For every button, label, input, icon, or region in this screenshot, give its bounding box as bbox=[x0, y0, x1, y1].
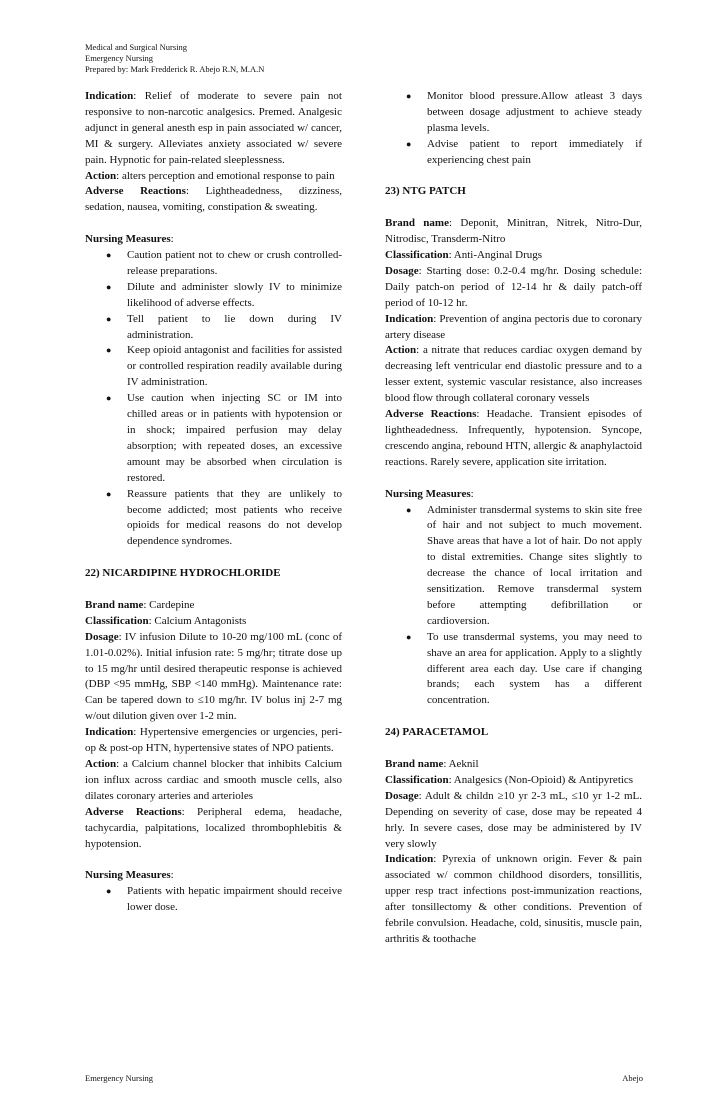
drug-22-brand: Brand name: Cardepine bbox=[85, 598, 195, 611]
header-topic: Emergency Nursing bbox=[85, 53, 154, 63]
drug-23-brand: Brand name: Deponit, Minitran, Nitrek, Nitro-Dur, Nitrodisc, Transderm-Nitro bbox=[385, 217, 642, 246]
drug-22-nursing-list bbox=[85, 884, 342, 916]
drug-22-dosage: Dosage: IV infusion Dilute to 10-20 mg/100 mL (conc of 1.01-0.02%). Initial infusion rate: 5 mg/hr; titrate dose up to 15 mg/hr until desired therapeutic response is achieved (DBP <95 mmHg, SBP <140 mmHg). Maintenance rate: Can be tapered down to ≤10 mg/hr. IV bolus inj 2-7 mg w/out dilution given over 1-2 min. bbox=[85, 630, 342, 723]
right-column bbox=[385, 89, 642, 948]
drug-22-action: Action: a Calcium channel blocker that inhibits Calcium ion influx across cardiac and smooth muscle cells, also dilates coronary arteries and arterioles bbox=[85, 758, 342, 802]
bullet-icon: ● bbox=[106, 313, 112, 324]
list-item: ● Use caution when injecting SC or IM into chilled areas or in patients with hypotension or in shock; impaired perfusion may delay absorption; with repeated doses, an excessive amount may be absorbed when circulation is restored. bbox=[106, 392, 342, 484]
list-item: ● Keep opioid antagonist and facilities for assisted or controlled respiration readily available during IV administration. bbox=[106, 344, 342, 389]
drug-23-action: Action: a nitrate that reduces cardiac oxygen demand by decreasing left ventricular end diastolic pressure and to a lesser extent, systemic vascular resistance, also increases blood flow through collateral coronary vessels bbox=[385, 344, 642, 405]
drug-23-classification: Classification: Anti-Anginal Drugs bbox=[385, 249, 543, 262]
drug-23-indication: Indication: Prevention of angina pectoris due to coronary artery disease bbox=[385, 312, 642, 341]
drug-24-brand: Brand name: Aeknil bbox=[385, 757, 479, 770]
adverse-paragraph: Adverse Reactions: Lightheadedness, dizziness, sedation, nausea, vomiting, constipation & sweating. bbox=[85, 185, 342, 214]
drug-23-nursing-list bbox=[385, 503, 642, 710]
footer-left: Emergency Nursing bbox=[85, 1073, 154, 1083]
list-item: ● Caution patient not to chew or crush controlled-release preparations. bbox=[106, 249, 342, 277]
bullet-icon: ● bbox=[406, 138, 412, 149]
list-item: ● Reassure patients that they are unlikely to become addicted; most patients who receive opioids for medical reasons do not develop dependence syndromes. bbox=[106, 487, 342, 548]
header-author: Prepared by: Mark Fredderick R. Abejo R.N, M.A.N bbox=[85, 64, 265, 74]
drug-22-adverse: Adverse Reactions: Peripheral edema, headache, tachycardia, palpitations, localized thrombophlebitis & hypotension. bbox=[85, 805, 342, 850]
drug-22-classification: Classification: Calcium Antagonists bbox=[85, 614, 247, 627]
list-item: ● Dilute and administer slowly IV to minimize likelihood of adverse effects. bbox=[106, 280, 342, 309]
continued-nursing-list bbox=[385, 89, 642, 169]
list-item: ● Monitor blood pressure.Allow atleast 3 days between dosage adjustment to achieve steady plasma levels. bbox=[406, 90, 642, 134]
drug-24-classification: Classification: Analgesics (Non-Opioid) & Antipyretics bbox=[385, 773, 634, 786]
drug-22-nursing-heading: Nursing Measures: bbox=[85, 869, 174, 882]
bullet-icon: ● bbox=[406, 504, 412, 515]
indication-paragraph: Indication: Relief of moderate to severe pain not responsive to non-narcotic analgesics. Premed. Analgesic adjunct in general anesth esp in pain associated w/ cancer, MI & surgery. Alleviates anxiety associated w/ severe pain. Hypnotic for pain-related sleeplessness. bbox=[85, 90, 342, 166]
bullet-icon: ● bbox=[106, 250, 112, 261]
bullet-icon: ● bbox=[406, 91, 412, 101]
bullet-icon: ● bbox=[106, 488, 112, 499]
drug-24-title: 24) PARACETAMOL bbox=[385, 726, 489, 739]
drug-23-nursing-heading: Nursing Measures: bbox=[385, 487, 474, 500]
bullet-icon: ● bbox=[106, 281, 112, 292]
bullet-icon: ● bbox=[106, 886, 112, 897]
list-item: ● Administer transdermal systems to skin site free of hair and not subject to much movement. Shave areas that have a lot of hair. Do not apply to distal extremities. Change sites slightly to decrease the chance of local irritation and sensitization. Remove transdermal system before attempting defibrillation or cardioversion. bbox=[406, 503, 642, 627]
drug-22-indication: Indication: Hypertensive emergencies or urgencies, peri-op & post-op HTN, hypertensive states of NPO patients. bbox=[85, 726, 342, 755]
nursing-heading: Nursing Measures: bbox=[85, 233, 174, 246]
drug-23-title: 23) NTG PATCH bbox=[385, 185, 466, 198]
page-header bbox=[85, 42, 264, 75]
header-course: Medical and Surgical Nursing bbox=[85, 42, 188, 52]
bullet-icon: ● bbox=[406, 631, 412, 642]
drug-24-dosage: Dosage: Adult & childn ≥10 yr 2-3 mL, ≤10 yr 1-2 mL. Depending on severity of case, dose may be repeated 4 hrly. In severe cases, dose may be administered by IV very slowly bbox=[385, 789, 642, 850]
action-paragraph: Action: alters perception and emotional response to pain bbox=[85, 169, 335, 182]
list-item: ● Patients with hepatic impairment should receive lower dose. bbox=[106, 885, 342, 914]
list-item: ● Tell patient to lie down during IV administration. bbox=[106, 312, 342, 341]
drug-23-adverse: Adverse Reactions: Headache. Transient episodes of lightheadedness. Infrequently, hypotension. Syncope, crescendo angina, rebound HTN, allergic & anaphylactoid reactions. Rarely severe, application site irritation. bbox=[385, 408, 642, 468]
list-item: ● Advise patient to report immediately if experiencing chest pain bbox=[406, 137, 642, 166]
bullet-icon: ● bbox=[106, 345, 112, 356]
page-footer bbox=[85, 1073, 643, 1083]
drug-22-title: 22) NICARDIPINE HYDROCHLORIDE bbox=[85, 567, 281, 580]
nursing-list bbox=[85, 248, 342, 550]
drug-23-dosage: Dosage: Starting dose: 0.2-0.4 mg/hr. Dosing schedule: Daily patch-on period of 12-14 hr & daily patch-off period of 10-12 hr. bbox=[385, 264, 642, 309]
list-item: ● To use transdermal systems, you may need to shave an area for application. Apply to a slightly different area each day. Use care if changing brands; each system has a different concentration. bbox=[406, 630, 642, 707]
footer-right: Abejo bbox=[622, 1073, 643, 1083]
left-column bbox=[85, 89, 342, 916]
bullet-icon: ● bbox=[106, 393, 112, 404]
drug-24-indication: Indication: Pyrexia of unknown origin. Fever & pain associated w/ common childhood disorders, tonsillitis, upper resp tract infections post-immunization reactions, after tonsillectomy & other conditions. Prevention of febrile convulsion. Headache, cold, sinusitis, muscle pain, arthritis & toothache bbox=[385, 853, 642, 945]
